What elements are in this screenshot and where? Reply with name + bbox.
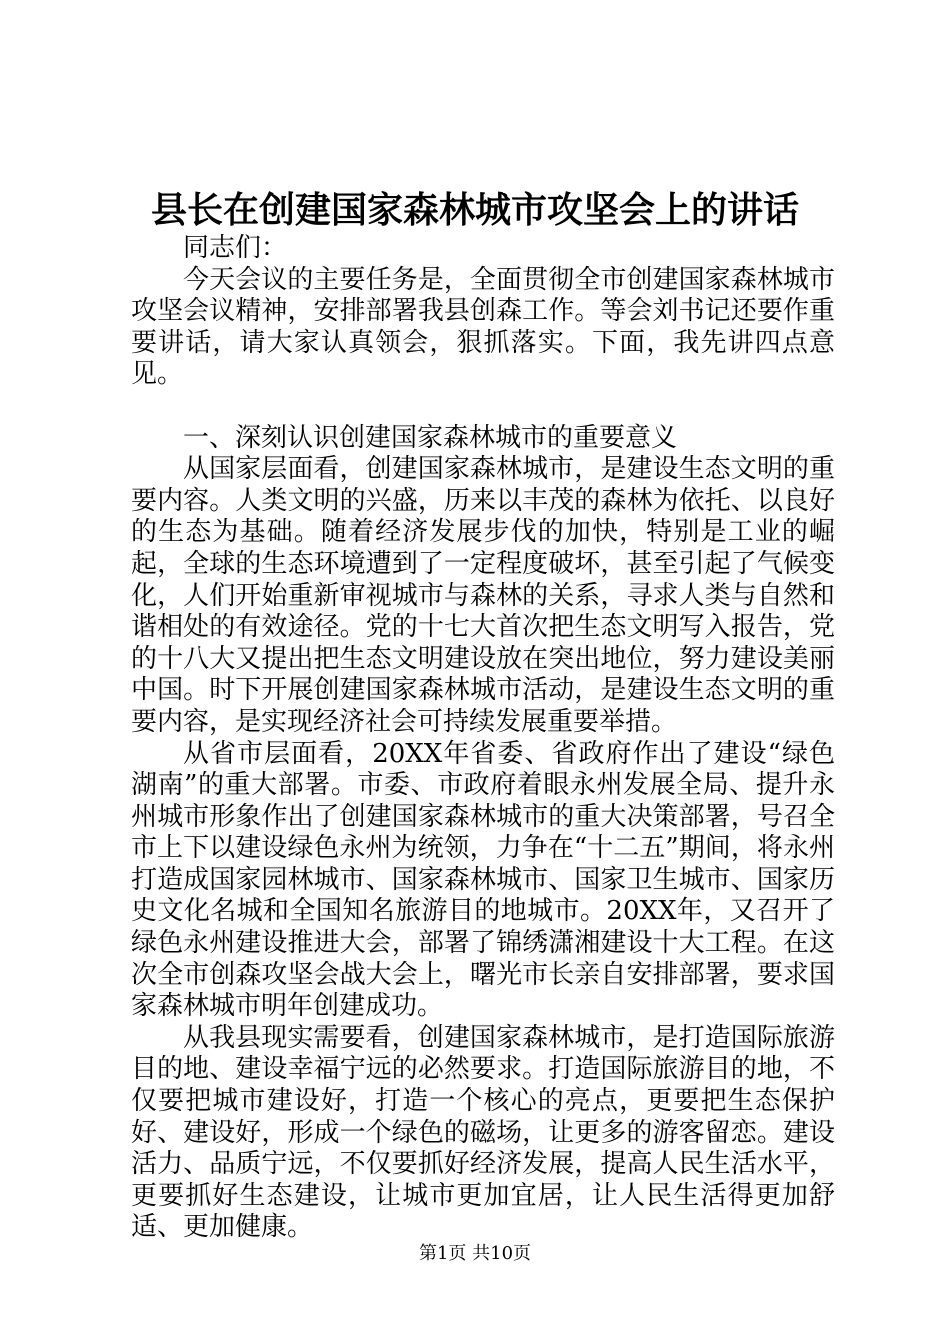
document-body [131,233,835,1244]
section-heading: 一、深刻认识创建国家森林城市的重要意义 [183,422,678,453]
page-footer: 第1页 共10页 [418,1243,532,1264]
paragraph-provincial: 从省市层面看，20XX年省委、省政府作出了建设“绿色湖南”的重大部署。市委、市政府着眼永州发展全局、提升永州城市形象作出了创建国家森林城市的重大决策部署，号召全市上下以建设绿色永州为统领，力争在“十二五”期间，将永州打造成国家园林城市、国家森林城市、国家卫生城市、国家历史文化名城和全国知名旅游目的地城市。20XX年，又召开了绿色永州建设推进大会，部署了锦绣潇湘建设十大工程。在这次全市创森攻坚会战大会上，曙光市长亲自安排部署，要求国家森林城市明年创建成功。 [131,738,835,1022]
greeting: 同志们： [183,233,288,263]
paragraph-national: 从国家层面看，创建国家森林城市，是建设生态文明的重要内容。人类文明的兴盛，历来以丰茂的森林为依托、以良好的生态为基础。随着经济发展步伐的加快，特别是工业的崛起，全球的生态环境遭到了一定程度破坏，甚至引起了气候变化，人们开始重新审视城市与森林的关系，寻求人类与自然和谐相处的有效途径。党的十七大首次把生态文明写入报告，党的十八大又提出把生态文明建设放在突出地位，努力建设美丽中国。时下开展创建国家森林城市活动，是建设生态文明的重要内容，是实现经济社会可持续发展重要举措。 [131,454,835,737]
paragraph-county: 从我县现实需要看，创建国家森林城市，是打造国际旅游目的地、建设幸福宁远的必然要求。打造国际旅游目的地，不仅要把城市建设好，打造一个核心的亮点，更要把生态保护好、建设好，形成一个绿色的磁场，让更多的游客留恋。建设活力、品质宁远，不仅要抓好经济发展，提高人民生活水平，更要抓好生态建设，让城市更加宜居，让人民生活得更加舒适、更加健康。 [131,1022,835,1243]
intro-paragraph: 今天会议的主要任务是，全面贯彻全市创建国家森林城市攻坚会议精神，安排部署我县创森工作。等会刘书记还要作重要讲话，请大家认真领会，狠抓落实。下面，我先讲四点意见。 [131,264,835,390]
document-title: 县长在创建国家森林城市攻坚会上的讲话 [150,189,799,231]
